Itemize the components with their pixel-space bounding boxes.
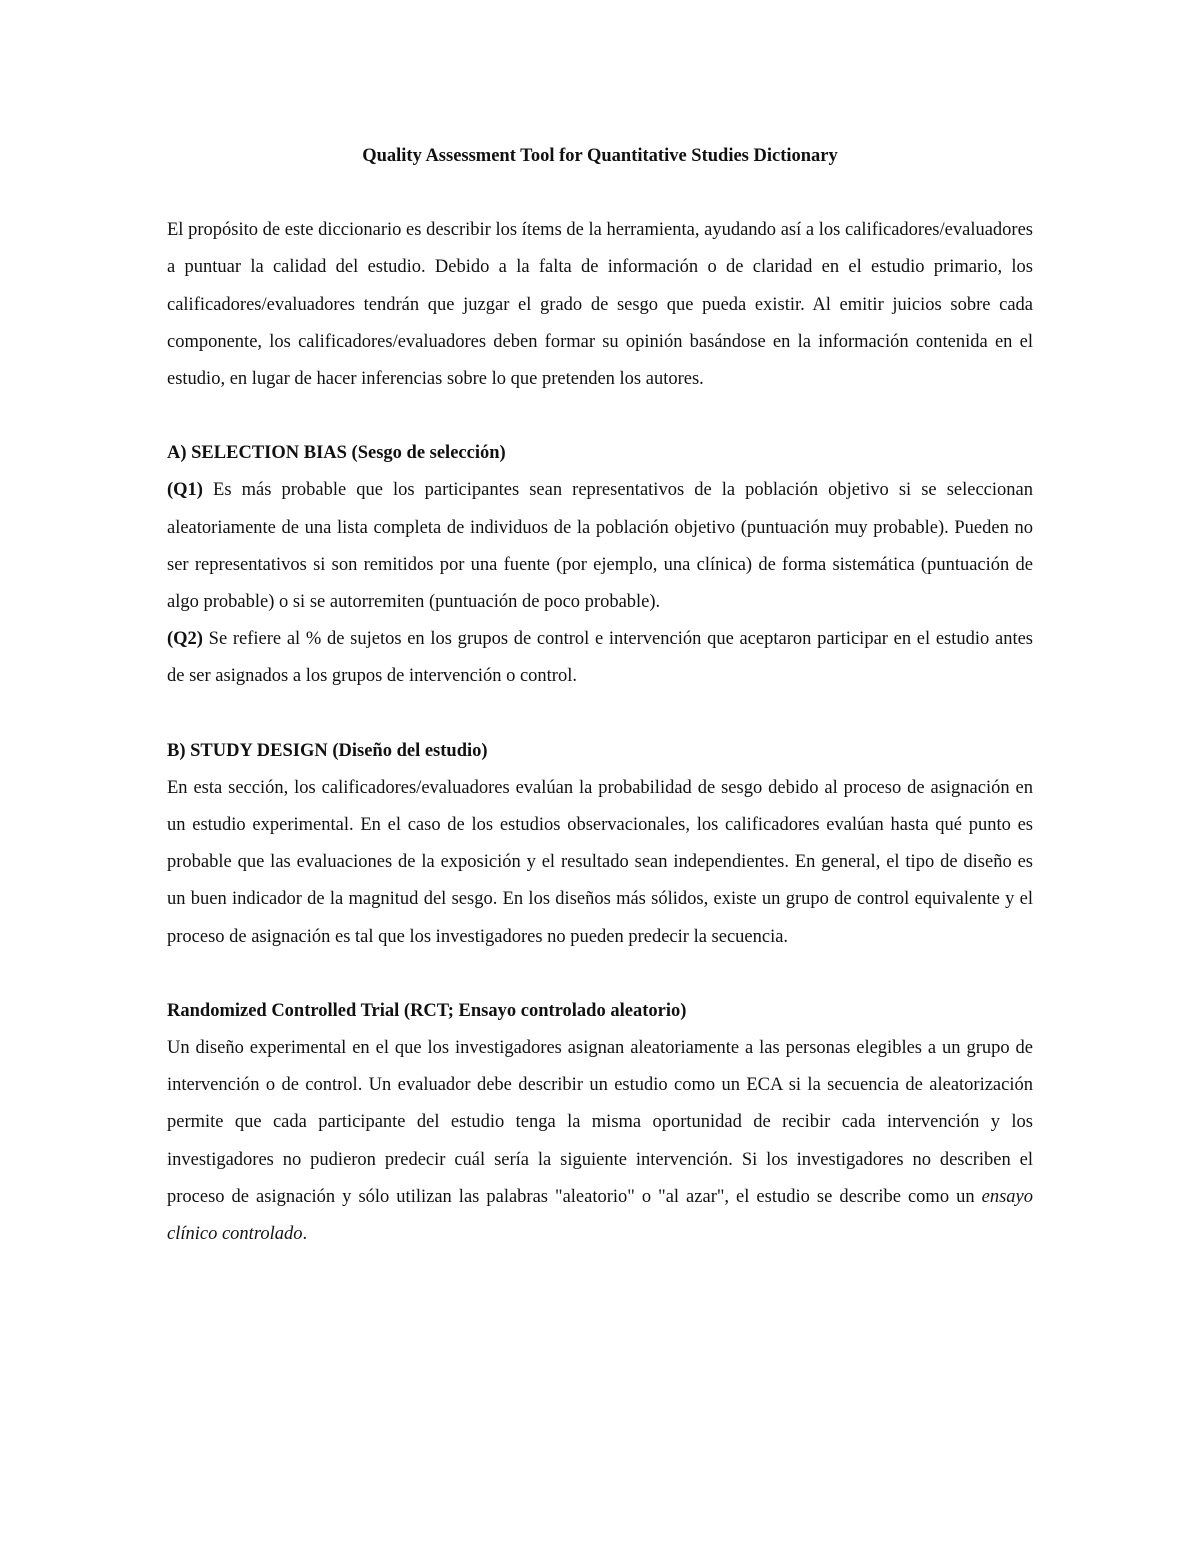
q2-text: Se refiere al % de sujetos en los grupos de control e intervención que aceptaron participar en el estudio antes de ser asignados a los grupos de intervención o control. bbox=[167, 629, 1033, 687]
q1-label: (Q1) bbox=[167, 480, 203, 501]
section-b-heading: B) STUDY DESIGN (Diseño del estudio) bbox=[167, 740, 488, 761]
rct-paragraph bbox=[167, 1030, 1033, 1253]
document-title: Quality Assessment Tool for Quantitative Studies Dictionary bbox=[362, 146, 838, 166]
q2-label: (Q2) bbox=[167, 629, 203, 650]
q1-text: Es más probable que los participantes sean representativos de la población objetivo si se seleccionan aleatoriamente de una lista completa de individuos de la población objetivo (puntuación muy probable). Pueden no ser representativos si son remitidos por una fuente (por ejemplo, una clínica) de forma sistemática (puntuación de algo probable) o si se autorremiten (puntuación de poco probable). bbox=[167, 480, 1033, 613]
rct-italic-term: ensayo clínico controlado bbox=[167, 1186, 1033, 1245]
rct-end: . bbox=[302, 1224, 308, 1245]
q2-paragraph bbox=[167, 621, 1033, 695]
intro-paragraph: El propósito de este diccionario es describir los ítems de la herramienta, ayudando así a los calificadores/evaluadores a puntuar la calidad del estudio. Debido a la falta de información o de claridad en el estudio primario, los calificadores/evaluadores tendrán que juzgar el grado de sesgo que pueda existir. Al emitir juicios sobre cada componente, los calificadores/evaluadores deben formar su opinión basándose en la información contenida en el estudio, en lugar de hacer inferencias sobre lo que pretenden los autores. bbox=[167, 220, 1033, 390]
document-body bbox=[167, 138, 1033, 1253]
section-a-heading: A) SELECTION BIAS (Sesgo de selección) bbox=[167, 443, 506, 464]
rct-heading: Randomized Controlled Trial (RCT; Ensayo controlado aleatorio) bbox=[167, 1000, 687, 1021]
q1-paragraph bbox=[167, 472, 1033, 621]
section-b-paragraph: En esta sección, los calificadores/evaluadores evalúan la probabilidad de sesgo debido al proceso de asignación en un estudio experimental. En el caso de los estudios observacionales, los calificadores evalúan hasta qué punto es probable que las evaluaciones de la exposición y el resultado sean independientes. En general, el tipo de diseño es un buen indicador de la magnitud del sesgo. En los diseños más sólidos, existe un grupo de control equivalente y el proceso de asignación es tal que los investigadores no pueden predecir la secuencia. bbox=[167, 777, 1033, 947]
rct-text: Un diseño experimental en el que los investigadores asignan aleatoriamente a las personas elegibles a un grupo de intervención o de control. Un evaluador debe describir un estudio como un ECA si la secuencia de aleatorización permite que cada participante del estudio tenga la misma oportunidad de recibir cada intervención y los investigadores no pudieron predecir cuál sería la siguiente intervención. Si los investigadores no describen el proceso de asignación y sólo utilizan las palabras "aleatorio" o "al azar", el estudio se describe como un bbox=[167, 1038, 1033, 1207]
